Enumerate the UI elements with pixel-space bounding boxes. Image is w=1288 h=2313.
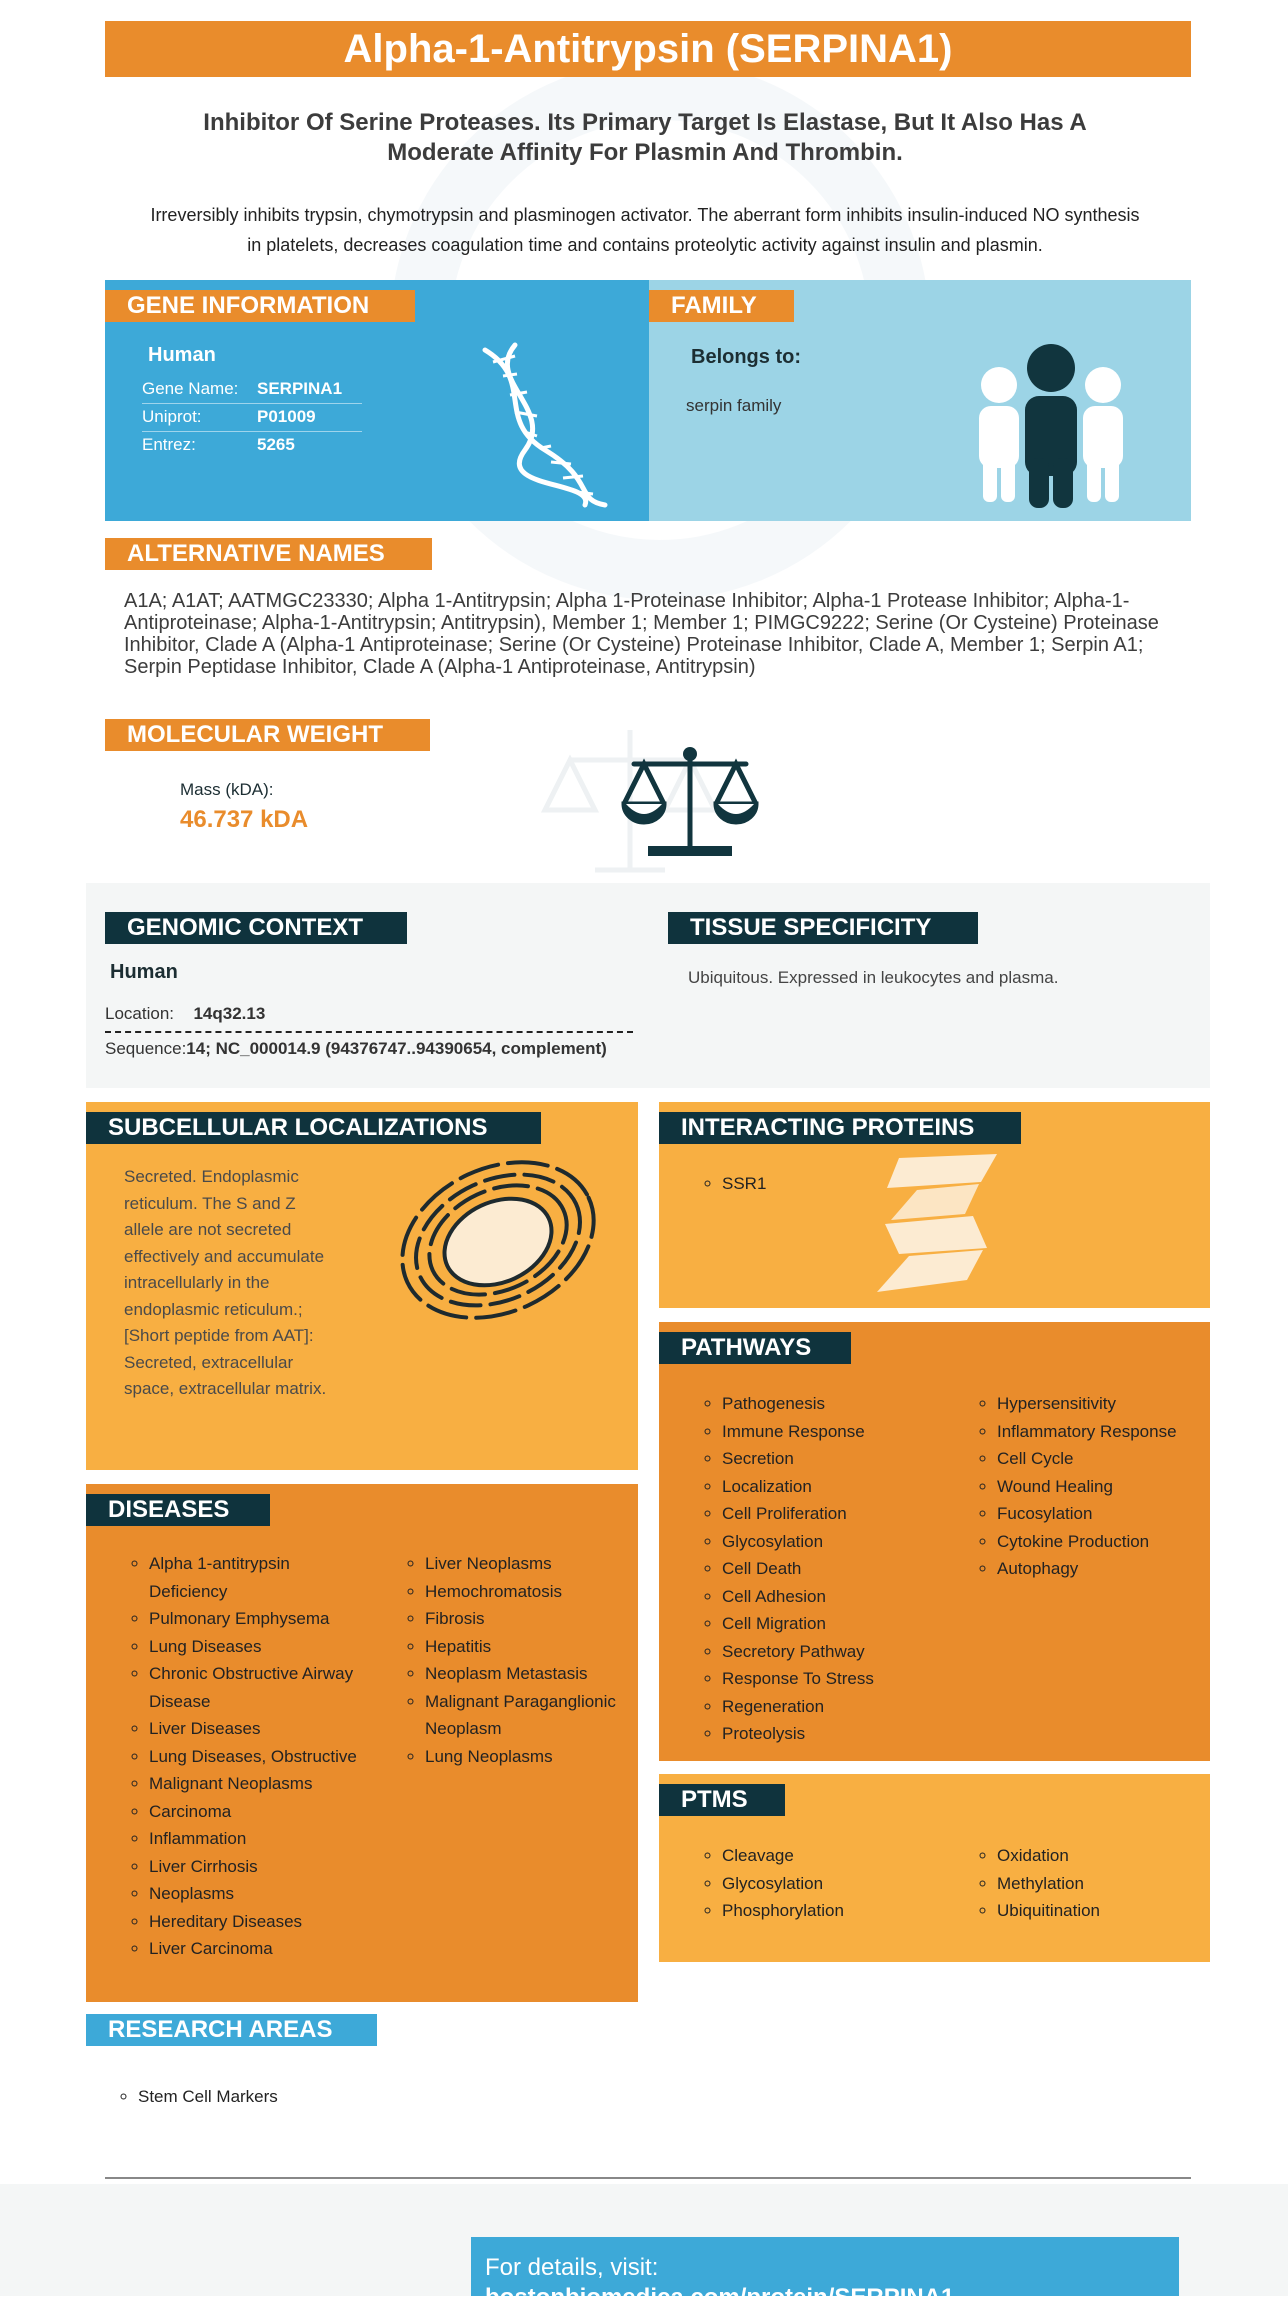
list-item: ◦ Pulmonary Emphysema [149,1605,361,1633]
diseases-panel [86,1484,638,2002]
interacting-proteins-panel [659,1102,1210,1308]
list-item: ◦ Cell Migration [722,1610,954,1638]
footer-details-box [471,2237,1179,2311]
list-item: ◦ Malignant Paraganglionic Neoplasm [425,1688,617,1743]
family-belongs-label: Belongs to: [691,346,801,368]
page-title: Alpha-1-Antitrypsin (SERPINA1) [105,21,1191,77]
list-item: ◦ Liver Cirrhosis [149,1853,361,1881]
footer-divider [105,2177,1191,2179]
ptms-list-col2 [979,1842,1209,1925]
gene-row-key: Gene Name: [142,379,239,398]
list-item: ◦ Stem Cell Markers [138,2083,278,2111]
sequence-row [105,1038,665,1060]
gene-information-panel [105,280,649,521]
list-item: ◦ Immune Response [722,1418,954,1446]
list-item: ◦ Cleavage [722,1842,954,1870]
location-label: Location: [105,1004,174,1023]
footer-visit-label: For details, visit: [485,2254,659,2281]
list-item: ◦ Lung Neoplasms [425,1743,617,1771]
scale-icon [620,744,760,862]
page-subtitle: Inhibitor Of Serine Proteases. Its Primary Target Is Elastase, But It Also Has A Moderate Affinity For Plasmin And Thrombin. [203,109,1087,166]
list-item: ◦ Liver Neoplasms [425,1550,617,1578]
ptms-list-col1 [704,1842,954,1925]
list-item: ◦ Methylation [997,1870,1209,1898]
genomic-context-heading: GENOMIC CONTEXT [105,912,407,944]
mass-label: Mass (kDA): [180,780,274,799]
research-areas-list [120,2083,278,2111]
list-item: ◦ Hereditary Diseases [149,1908,361,1936]
list-item: ◦ Liver Carcinoma [149,1935,361,1963]
tissue-specificity-heading: TISSUE SPECIFICITY [668,912,978,944]
diseases-list-col2 [407,1550,617,1770]
list-item: ◦ Liver Diseases [149,1715,361,1743]
list-item: ◦ Neoplasms [149,1880,361,1908]
list-item: ◦ Pathogenesis [722,1390,954,1418]
gene-row-value: P01009 [257,407,316,426]
tissue-specificity-text: Ubiquitous. Expressed in leukocytes and plasma. [688,968,1059,987]
subcellular-text: Secreted. Endoplasmic reticulum. The S and Z allele are not secreted effectively and accumulate intracellularly in the endoplasmic reticulum.; [Short peptide from AAT]: Secreted, extracellular space, extracellular matrix. [124,1167,327,1398]
list-item: ◦ Cell Proliferation [722,1500,954,1528]
list-item: ◦ Cytokine Production [997,1528,1209,1556]
list-item: ◦ Fibrosis [425,1605,617,1633]
list-item: ◦ Wound Healing [997,1473,1209,1501]
family-icon [971,340,1131,510]
cell-icon [398,1150,606,1325]
family-heading: FAMILY [649,290,794,322]
gene-row-name [142,376,362,404]
gene-row-key: Uniprot: [142,407,202,426]
location-value: 14q32.13 [193,1004,266,1023]
list-item: ◦ Inflammation [149,1825,361,1853]
ptms-panel [659,1774,1210,1962]
gene-row-uniprot [142,404,362,432]
gene-species: Human [148,344,216,366]
footer-details-link[interactable]: bostonbiomedica.com/protein/SERPINA1 [485,2284,955,2311]
list-item: ◦ Alpha 1-antitrypsin Deficiency [149,1550,361,1605]
list-item: ◦ Glycosylation [722,1528,954,1556]
list-item: ◦ Secretion [722,1445,954,1473]
gene-information-heading: GENE INFORMATION [105,290,415,322]
gene-row-value: SERPINA1 [257,379,343,398]
gene-row-value: 5265 [257,435,295,454]
mass-value: 46.737 kDA [180,806,309,833]
sequence-label: Sequence: [105,1039,187,1058]
diseases-heading: DISEASES [86,1494,270,1526]
list-item: ◦ Inflammatory Response [997,1418,1209,1446]
list-item: ◦ Hemochromatosis [425,1578,617,1606]
list-item: ◦ Lung Diseases, Obstructive [149,1743,361,1771]
list-item: ◦ Malignant Neoplasms [149,1770,361,1798]
alternative-names-text: A1A; A1AT; AATMGC23330; Alpha 1-Antitrypsin; Alpha 1-Proteinase Inhibitor; Alpha-1 Protease Inhibitor; Alpha-1-Antiproteinase; Alpha-1-Antitrypsin; Antitrypsin), Member 1; Member 1; PIMGC9222; Serine (Or Cysteine) Proteinase Inhibitor, Clade A (Alpha-1 Antiproteinase; Serine (Or Cysteine) Proteinase Inhibitor, Clade A, Member 1; Serpin A1; Serpin Peptidase Inhibitor, Clade A (Alpha-1 Antiproteinase, Antitrypsin) [124,590,1159,678]
list-item: ◦ SSR1 [722,1170,766,1198]
list-item: ◦ Fucosylation [997,1500,1209,1528]
list-item: ◦ Lung Diseases [149,1633,361,1661]
research-areas-heading: RESEARCH AREAS [86,2014,377,2046]
list-item: ◦ Chronic Obstructive Airway Disease [149,1660,361,1715]
alternative-names-heading: ALTERNATIVE NAMES [105,538,432,570]
subcellular-localizations-panel [86,1102,638,1470]
list-item: ◦ Autophagy [997,1555,1209,1583]
gene-info-table [142,376,362,460]
interacting-proteins-heading: INTERACTING PROTEINS [659,1112,1021,1144]
genomic-species: Human [110,961,178,983]
pathways-list-col1 [704,1390,954,1748]
pathways-heading: PATHWAYS [659,1332,851,1364]
list-item: ◦ Cell Death [722,1555,954,1583]
family-panel [649,280,1191,521]
list-item: ◦ Oxidation [997,1842,1209,1870]
diseases-list-col1 [131,1550,361,1963]
list-item: ◦ Response To Stress [722,1665,954,1693]
list-item: ◦ Cell Cycle [997,1445,1209,1473]
ptms-heading: PTMS [659,1784,785,1816]
list-item: ◦ Ubiquitination [997,1897,1209,1925]
dna-icon [465,340,625,510]
list-item: ◦ Glycosylation [722,1870,954,1898]
list-item: ◦ Neoplasm Metastasis [425,1660,617,1688]
list-item: ◦ Proteolysis [722,1720,954,1748]
sequence-value: 14; NC_000014.9 (94376747..94390654, complement) [186,1039,607,1058]
list-item: ◦ Cell Adhesion [722,1583,954,1611]
list-item: ◦ Carcinoma [149,1798,361,1826]
interacting-proteins-list [704,1170,766,1198]
list-item: ◦ Hepatitis [425,1633,617,1661]
pathways-list-col2 [979,1390,1209,1583]
family-value: serpin family [686,396,782,415]
genomic-context-panel [86,883,1210,1088]
list-item: ◦ Phosphorylation [722,1897,954,1925]
function-description: Irreversibly inhibits trypsin, chymotrypsin and plasminogen activator. The aberrant form inhibits insulin-induced NO synthesis in platelets, decreases coagulation time and contains proteolytic activity against insulin and plasmin. [150,205,1140,255]
list-item: ◦ Hypersensitivity [997,1390,1209,1418]
protein-ribbon-icon [869,1148,1009,1298]
location-row [105,1003,633,1033]
list-item: ◦ Regeneration [722,1693,954,1721]
gene-row-key: Entrez: [142,435,196,454]
pathways-panel [659,1322,1210,1761]
list-item: ◦ Secretory Pathway [722,1638,954,1666]
gene-row-entrez [142,432,362,460]
subcellular-heading: SUBCELLULAR LOCALIZATIONS [86,1112,541,1144]
list-item: ◦ Localization [722,1473,954,1501]
molecular-weight-heading: MOLECULAR WEIGHT [105,719,430,751]
